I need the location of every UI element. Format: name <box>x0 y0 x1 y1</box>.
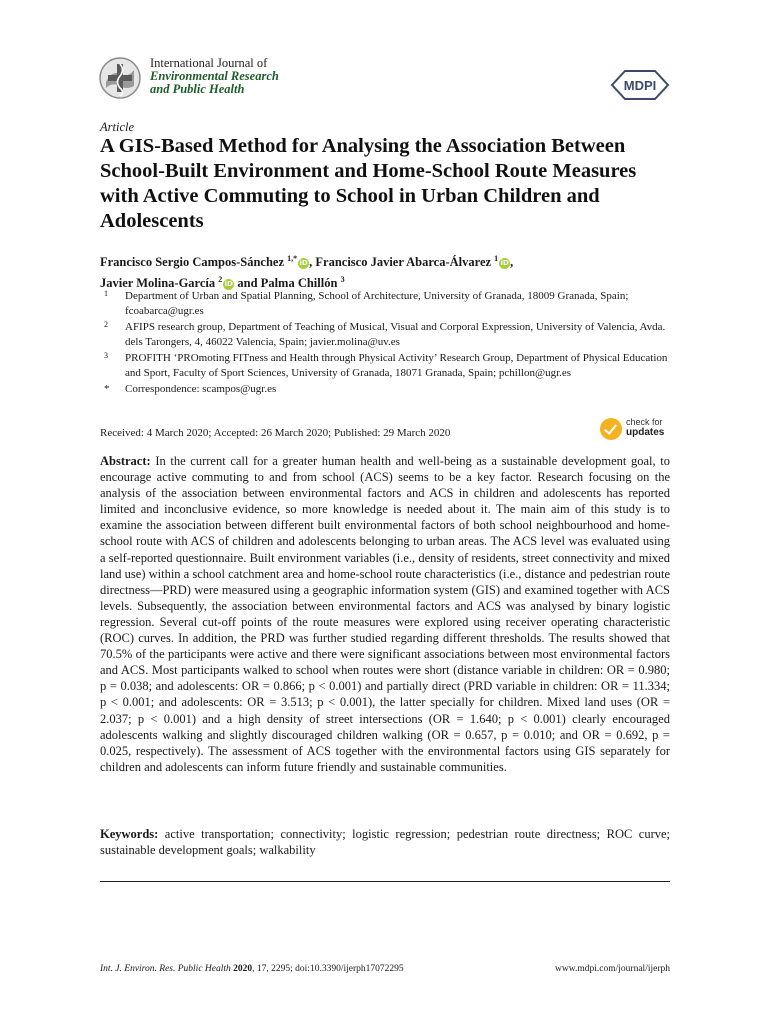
keywords-text: active transportation; connectivity; logistic regression; pedestrian route directness; ROC curve; sustainable development goals; walkability <box>100 827 671 858</box>
check-for-updates-button[interactable] <box>600 416 672 442</box>
check-updates-icon <box>600 418 622 440</box>
affiliation-text: AFIPS research group, Department of Teaching of Musical, Visual and Corporal Expression, University of Valencia, Avda. dels Tarongers, 4, 46022 Valencia, Spain; javier.molina@uv.es <box>125 321 666 348</box>
abstract <box>100 453 670 775</box>
journal-name-line2: Environmental Research <box>150 69 279 83</box>
footer-volume-doi: , 17, 2295; doi:10.3390/ijerph17072295 <box>252 964 404 974</box>
check-updates-line2: updates <box>626 427 665 438</box>
footer-journal-abbrev: Int. J. Environ. Res. Public Health <box>100 964 231 974</box>
keywords <box>100 826 670 858</box>
author-list: Francisco Sergio Campos-Sánchez $^{1,*}$iD, Francisco Javier Abarca-Álvarez $^1$iD, Javier Molina-García $^2$iD and Palma Chillón $^3$ <box>100 254 514 291</box>
article-type: Article <box>100 120 135 134</box>
affiliation-item <box>100 289 680 319</box>
mdpi-logo-icon <box>611 70 669 100</box>
publication-dates: Received: 4 March 2020; Accepted: 26 March 2020; Published: 29 March 2020 <box>100 427 451 439</box>
author-3-affiliation: 2 <box>218 275 223 285</box>
author-4: and Palma Chillón <box>237 276 338 291</box>
affiliation-item <box>100 320 680 350</box>
abstract-label: Abstract: <box>100 454 151 468</box>
affiliation-number: 3 <box>104 351 108 360</box>
journal-name-line3: and Public Health <box>150 82 245 96</box>
affiliation-number: 1 <box>104 289 108 298</box>
keywords-label: Keywords: <box>100 827 159 841</box>
footer-citation <box>100 964 404 974</box>
footer-journal-link[interactable]: www.mdpi.com/journal/ijerph <box>555 964 670 974</box>
correspondence-marker: * <box>104 383 110 395</box>
affiliation-item <box>100 351 680 381</box>
journal-name <box>150 57 279 96</box>
journal-logo-icon <box>98 56 142 100</box>
correspondence-text: Correspondence: scampos@ugr.es <box>125 383 277 395</box>
author-4-affiliation: 3 <box>340 275 345 285</box>
affiliation-text: Department of Urban and Spatial Planning, School of Architecture, University of Granada, 18009 Granada, Spain; fcoabarca@ugr.es <box>125 290 629 317</box>
orcid-icon[interactable]: iD <box>500 259 509 268</box>
divider <box>100 881 670 882</box>
affiliation-list <box>100 289 680 398</box>
article-title: A GIS-Based Method for Analysing the Association Between School-Built Environment and Home-School Route Measures with Active Commuting to School in Urban Children and Adolescents <box>100 135 637 232</box>
author-1-affiliation: 1,* <box>287 254 298 263</box>
orcid-icon[interactable]: iD <box>299 259 308 268</box>
author-2-affiliation: 1 <box>494 254 499 263</box>
author-2: Francisco Javier Abarca-Álvarez <box>315 255 492 270</box>
affiliation-text: PROFITH ‘PROmoting FITness and Health through Physical Activity’ Research Group, Department of Physical Education and Sport, Faculty of Sport Sciences, University of Granada, 18071 Granada, Spain; pchillon@ugr.es <box>125 352 668 379</box>
affiliation-number: 2 <box>104 320 108 329</box>
correspondence-item <box>100 382 680 397</box>
abstract-text: In the current call for a greater human health and well-being as a sustainable development goal, to encourage active commuting to and from school (ACS) seems to be a key factor. Research focusing on the analysis of the association between environmental factors and ACS in children and adolescents has reported limited and inconclusive evidence, so more knowledge is needed about it. The main aim of this study is to examine the association between different built environmental factors of both school neighbourhood and home-school route with ACS of children and adolescents belonging to urban areas. The ACS level was evaluated using a self-reported questionnaire. Built environment variables (i.e., density of residents, street connectivity and mixed land use) within a school catchment area and home-school route characteristics (i.e., distance and pedestrian route directness—PRD) were measured using a geographic information system (GIS) and examined together with ACS levels. Subsequently, the association between environmental factors and ACS was analysed by binary logistic regression. Several cut-off points of the route measures were explored using receiver operating characteristic (ROC) curves. In addition, the PRD was further studied regarding different thresholds. The results showed that 70.5% of the participants were active and there were significant associations between most environmental factors and ACS. Most participants walked to school when routes were short (distance variable in children: OR = 0.980; p = 0.038; and adolescents: OR = 0.866; p < 0.001) and partially direct (PRD variable in children: OR = 11.334; p < 0.001; and adolescents: OR = 3.513; p < 0.001), the latter specially for children. Mixed land uses (OR = 2.037; p < 0.001) and a high density of street intersections (OR = 1.640; p < 0.001) clearly encouraged adolescents walking and slightly discouraged children walking (OR = 0.657, p = 0.010; and OR = 0.692, p = 0.025, respectively). The assessment of ACS together with the environmental factors using GIS separately for children and adolescents can inform future friendly and sustainable communities. <box>100 454 670 774</box>
journal-name-line1: International Journal of <box>150 56 268 70</box>
mdpi-logo-text: MDPI <box>623 78 657 93</box>
orcid-icon[interactable]: iD <box>224 280 233 289</box>
author-1: Francisco Sergio Campos-Sánchez <box>100 255 285 270</box>
check-updates-line1: check for <box>626 417 663 427</box>
author-3: Javier Molina-García <box>100 276 216 291</box>
footer-year: 2020 <box>233 964 253 974</box>
